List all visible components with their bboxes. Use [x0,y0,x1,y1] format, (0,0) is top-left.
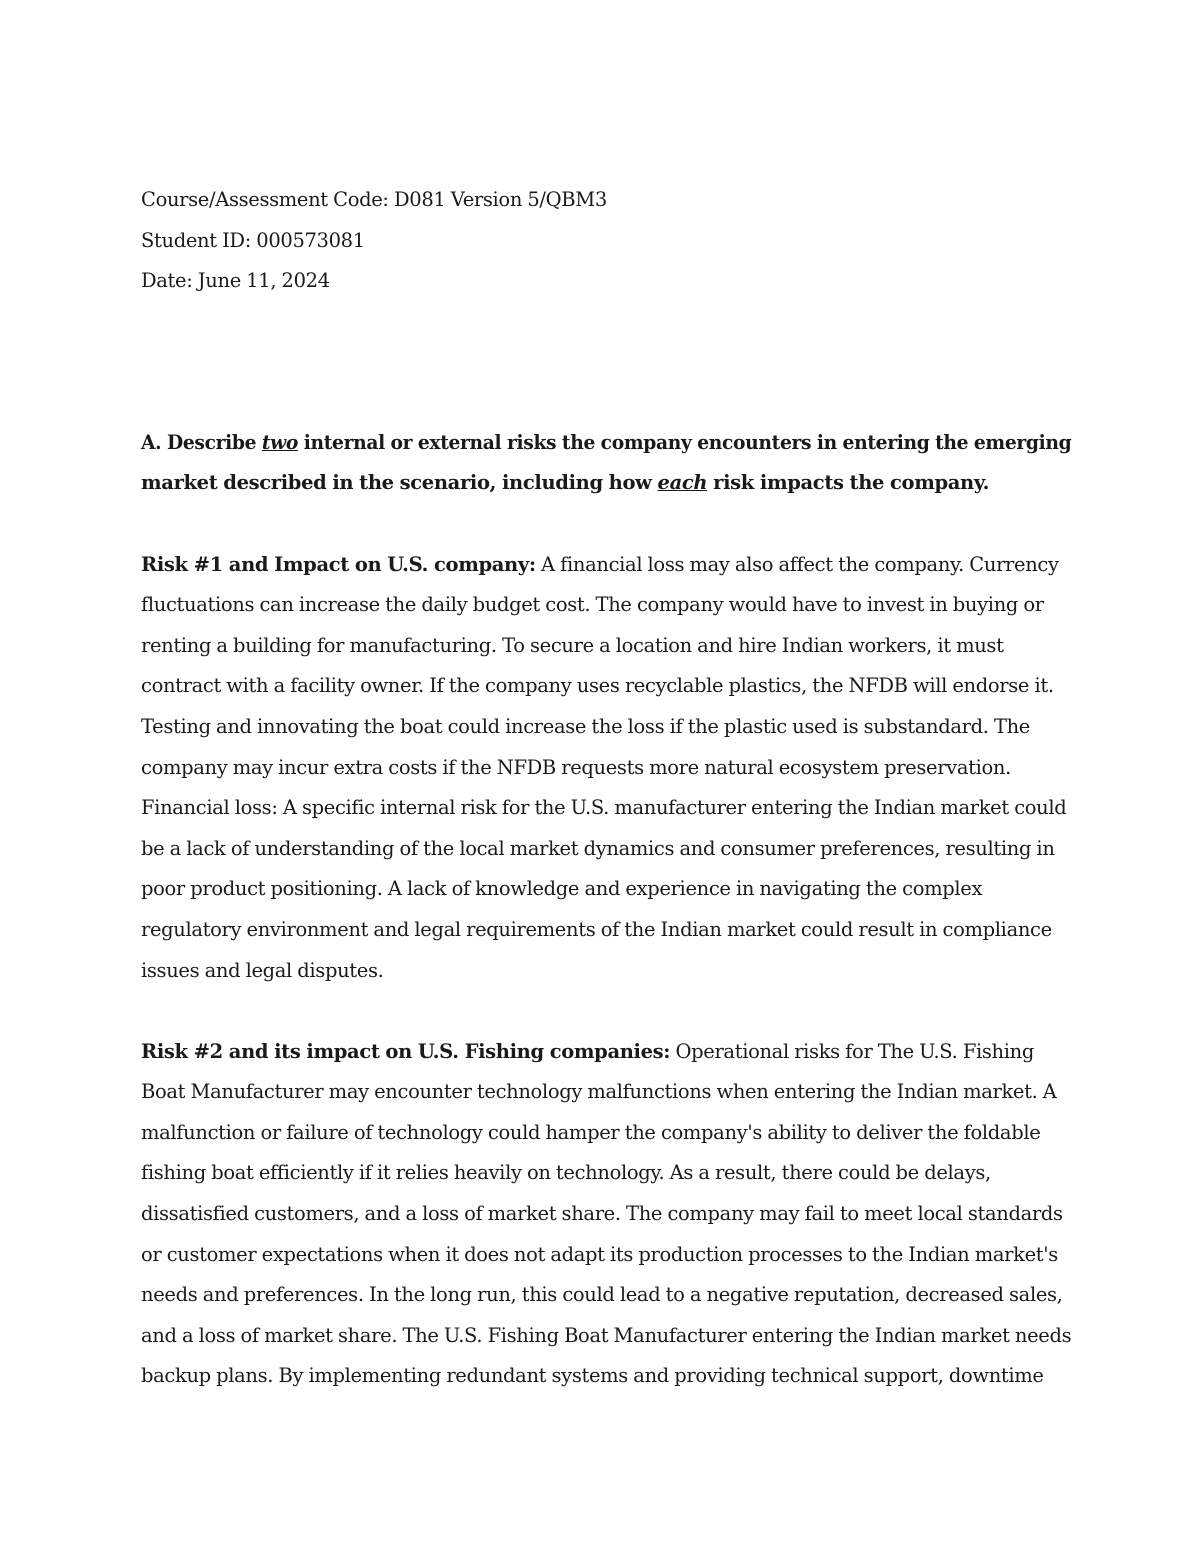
document-body [141,180,1071,1397]
risk-2-section [141,1032,1071,1397]
risk-2-line: Boat Manufacturer may encounter technology malfunctions when entering the Indian market. A [141,1080,1057,1104]
risk-1-line: fluctuations can increase the daily budget cost. The company would have to invest in buying or [141,593,1044,617]
question-emphasis-each: each [657,471,708,495]
risk-1-text: A financial loss may also affect the company. Currency [535,552,1059,576]
risk-2-line: backup plans. By implementing redundant systems and providing technical support, downtime [141,1364,1044,1388]
risk-1-line: poor product positioning. A lack of knowledge and experience in navigating the complex [141,877,983,901]
student-id: Student ID: 000573081 [141,228,365,252]
risk-2-line: malfunction or failure of technology could hamper the company's ability to deliver the foldable [141,1120,1041,1144]
question-line-2-start: market described in the scenario, including how [141,471,658,495]
risk-1-heading: Risk #1 and Impact on U.S. company: [141,552,536,576]
question-line-1-end: internal or external risks the company encounters in entering the emerging [298,430,1072,454]
risk-1-line: be a lack of understanding of the local market dynamics and consumer preferences, resulting in [141,836,1055,860]
risk-2-heading: Risk #2 and its impact on U.S. Fishing companies: [141,1039,671,1063]
risk-1-line: regulatory environment and legal requirements of the Indian market could result in compliance [141,917,1052,941]
question-line-2-end: risk impacts the company. [707,471,990,495]
risk-2-line [141,1032,1071,1073]
risk-1-line: contract with a facility owner. If the company uses recyclable plastics, the NFDB will endorse it. [141,674,1054,698]
document-header [141,180,1071,302]
risk-2-line: fishing boat efficiently if it relies heavily on technology. As a result, there could be delays, [141,1161,991,1185]
risk-1-line [141,545,1071,586]
question-emphasis-two: two [261,430,299,454]
risk-1-line: Financial loss: A specific internal risk for the U.S. manufacturer entering the Indian market could [141,796,1067,820]
risk-2-text: Operational risks for The U.S. Fishing [670,1039,1034,1063]
course-code: Course/Assessment Code: D081 Version 5/QBM3 [141,188,607,211]
risk-1-line: Testing and innovating the boat could increase the loss if the plastic used is substandard. The [141,714,1030,738]
risk-2-line: dissatisfied customers, and a loss of market share. The company may fail to meet local standards [141,1202,1063,1226]
risk-2-line: needs and preferences. In the long run, this could lead to a negative reputation, decreased sales, [141,1283,1063,1307]
date: Date: June 11, 2024 [141,269,330,293]
risk-1-line: issues and legal disputes. [141,958,384,982]
risk-1-line: company may incur extra costs if the NFDB requests more natural ecosystem preservation. [141,755,1011,779]
risk-1-line: renting a building for manufacturing. To secure a location and hire Indian workers, it must [141,633,1004,657]
question-line-2 [141,463,1071,504]
question-line-1 [141,423,1072,464]
question-prompt [141,423,1071,504]
risk-1-section [141,545,1071,992]
question-prefix: A. Describe [141,430,262,454]
risk-2-line: or customer expectations when it does not adapt its production processes to the Indian market's [141,1242,1058,1266]
risk-2-line: and a loss of market share. The U.S. Fishing Boat Manufacturer entering the Indian market needs [141,1323,1072,1347]
